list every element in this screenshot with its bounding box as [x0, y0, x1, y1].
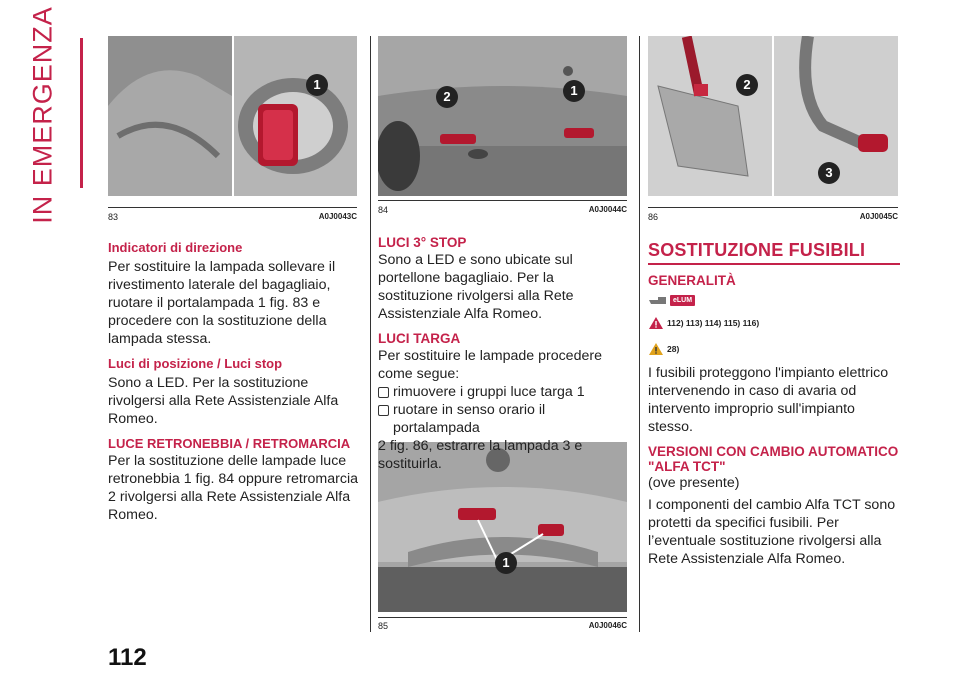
- paragraph-targa-cont: 2 fig. 86, estrarre la lampada 3 e sostituirla.: [378, 438, 583, 472]
- column-divider: [370, 36, 371, 632]
- heading-retronebbia: LUCE RETRONEBBIA / RETROMARCIA: [108, 436, 351, 451]
- paragraph-tct: I componenti del cambio Alfa TCT sono protetti da specifici fusibili. Per l’eventuale sostituzione rivolgersi alla Rete Assistenziale Alfa Romeo.: [648, 497, 896, 567]
- figure-83-illustration: [108, 36, 357, 196]
- paragraph-terzo-stop: Sono a LED e sono ubicate sul portellone bagagliaio. Per la sostituzione rivolgersi alla Rete Assistenziale Alfa Romeo.: [378, 252, 574, 322]
- column-divider: [639, 36, 640, 632]
- elum-row: [648, 294, 900, 306]
- callout-3: 3: [818, 162, 840, 184]
- heading-posizione: Luci di posizione / Luci stop: [108, 356, 283, 371]
- caution-triangle-icon: [648, 342, 664, 356]
- figure-84-illustration: [378, 36, 627, 196]
- elum-badge: eLUM: [670, 295, 695, 306]
- heading-versioni-tct: VERSIONI CON CAMBIO AUTOMATICO "ALFA TCT": [648, 444, 899, 474]
- heading-indicatori: Indicatori di direzione: [108, 240, 243, 255]
- figure-84-code: A0J0044C: [588, 205, 627, 214]
- figure-84-rule: [378, 200, 627, 201]
- figure-83-code: A0J0043C: [318, 212, 357, 221]
- column-3-text: [648, 240, 900, 568]
- figure-84: [378, 36, 627, 196]
- figure-83: [108, 36, 357, 196]
- callout-1: 1: [563, 80, 585, 102]
- column-2-text: [378, 235, 628, 473]
- figure-85-number: 85: [378, 621, 389, 631]
- heading-terzo-stop: LUCI 3° STOP: [378, 235, 467, 250]
- figure-85-code: A0J0046C: [588, 621, 627, 630]
- figure-86: [648, 36, 898, 196]
- heading-sostituzione-fusibili: SOSTITUZIONE FUSIBILI: [648, 240, 866, 260]
- bullet-item: rimuovere i gruppi luce targa 1: [378, 383, 628, 401]
- checkbox-bullet-icon: [378, 405, 389, 416]
- paragraph-posizione: Sono a LED. Per la sostituzione rivolgersi alla Rete Assistenziale Alfa Romeo.: [108, 375, 339, 427]
- figure-84-number: 84: [378, 205, 389, 215]
- paragraph-ove-presente: (ove presente): [648, 475, 740, 491]
- figure-83-number: 83: [108, 212, 119, 222]
- heading-underline: [648, 263, 900, 265]
- paragraph-retronebbia: Per la sostituzione delle lampade luce retronebbia 1 fig. 84 oppure retromarcia 2 rivolgersi alla Rete Assistenziale Alfa Romeo.: [108, 453, 358, 523]
- figure-85-rule: [378, 617, 627, 618]
- callout-2: 2: [736, 74, 758, 96]
- page-number: 112: [108, 644, 147, 671]
- heading-targa: LUCI TARGA: [378, 331, 461, 346]
- checkbox-bullet-icon: [378, 387, 389, 398]
- column-1-text: [108, 240, 358, 524]
- figure-86-number: 86: [648, 212, 659, 222]
- paragraph-targa: Per sostituire le lampade procedere come segue:: [378, 348, 602, 382]
- warning-triangle-icon: [648, 316, 664, 330]
- figure-86-rule: [648, 207, 898, 208]
- paragraph-fusibili: I fusibili proteggono l'impianto elettrico intervenendo in caso di avaria od intervento improprio sull'impianto stesso.: [648, 365, 889, 435]
- section-side-label: IN EMERGENZA: [27, 6, 58, 224]
- section-side-bar: [80, 38, 83, 188]
- callout-1: 1: [495, 552, 517, 574]
- pointing-hand-icon: [648, 294, 668, 306]
- callout-2: 2: [436, 86, 458, 108]
- note-refs: 28): [648, 342, 900, 356]
- paragraph-indicatori: Per sostituire la lampada sollevare il rivestimento laterale del bagagliaio, ruotare il portalampada 1 fig. 83 e procedere con la sostituzione della lampada stessa.: [108, 259, 336, 347]
- figure-83-rule: [108, 207, 357, 208]
- callout-1: 1: [306, 74, 328, 96]
- bullet-item: ruotare in senso orario il portalampada: [378, 401, 628, 437]
- heading-generalita: GENERALITÀ: [648, 273, 736, 288]
- figure-86-illustration: [648, 36, 898, 196]
- warning-refs: 112) 113) 114) 115) 116): [648, 316, 900, 330]
- figure-86-code: A0J0045C: [859, 212, 898, 221]
